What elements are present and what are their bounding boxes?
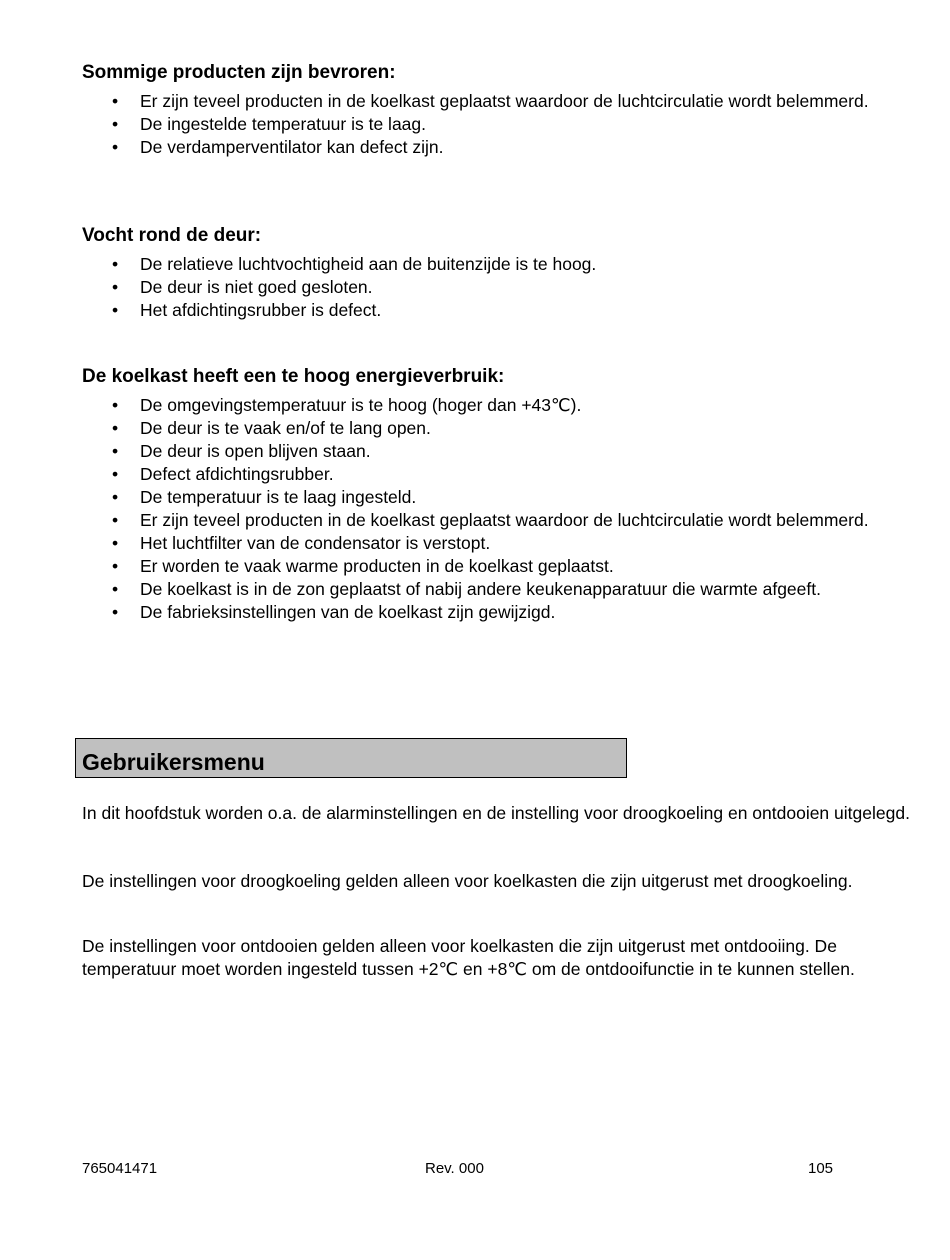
- chapter-title-box: [75, 738, 627, 778]
- list-item: • De koelkast is in de zon geplaatst of nabij andere keukenapparatuur die warmte afgeeft.: [82, 578, 882, 601]
- list-item: • De relatieve luchtvochtigheid aan de buitenzijde is te hoog.: [82, 253, 882, 276]
- list-item: • De omgevingstemperatuur is te hoog (hoger dan +43℃).: [82, 394, 882, 417]
- intro-paragraph: In dit hoofdstuk worden o.a. de alarminstellingen en de instelling voor droogkoeling en ontdooien uitgelegd.: [82, 803, 910, 823]
- list-item: • De deur is te vaak en/of te lang open.: [82, 417, 882, 440]
- list-item: • De temperatuur is te laag ingesteld.: [82, 486, 882, 509]
- list-item: • Er zijn teveel producten in de koelkast geplaatst waardoor de luchtcirculatie wordt belemmerd.: [82, 90, 882, 113]
- section-heading-frozen: Sommige producten zijn bevroren:: [82, 62, 396, 83]
- list-item: • De ingestelde temperatuur is te laag.: [82, 113, 882, 136]
- section-heading-energy: De koelkast heeft een te hoog energieverbruik:: [82, 366, 505, 387]
- list-item: • De verdamperventilator kan defect zijn.: [82, 136, 882, 159]
- list-item: • De deur is niet goed gesloten.: [82, 276, 882, 299]
- list-item: • De fabrieksinstellingen van de koelkast zijn gewijzigd.: [82, 601, 882, 624]
- list-item: • Er zijn teveel producten in de koelkast geplaatst waardoor de luchtcirculatie wordt belemmerd.: [82, 509, 882, 532]
- footer-revision: Rev. 000: [425, 1160, 484, 1177]
- footer-page-number: 105: [808, 1160, 834, 1177]
- list-item: • Het afdichtingsrubber is defect.: [82, 299, 882, 322]
- list-item: • De deur is open blijven staan.: [82, 440, 882, 463]
- list-item: • Er worden te vaak warme producten in de koelkast geplaatst.: [82, 555, 882, 578]
- chapter-title: Gebruikersmenu: [82, 749, 265, 775]
- dry-cooling-paragraph: De instellingen voor droogkoeling gelden alleen voor koelkasten die zijn uitgerust met droogkoeling.: [82, 871, 853, 891]
- section-heading-moisture: Vocht rond de deur:: [82, 225, 262, 246]
- footer-doc-number: 765041471: [82, 1160, 158, 1177]
- defrost-paragraph: De instellingen voor ontdooien gelden alleen voor koelkasten die zijn uitgerust met ontdooiing. De temperatuur moet worden ingesteld tussen +2℃ en +8℃ om de ontdooifunctie in te kunnen stellen.: [82, 936, 855, 979]
- frozen-causes-list: [82, 90, 882, 159]
- list-item: • Het luchtfilter van de condensator is verstopt.: [82, 532, 882, 555]
- moisture-causes-list: [82, 253, 882, 322]
- energy-causes-list: [82, 394, 882, 624]
- list-item: • Defect afdichtingsrubber.: [82, 463, 882, 486]
